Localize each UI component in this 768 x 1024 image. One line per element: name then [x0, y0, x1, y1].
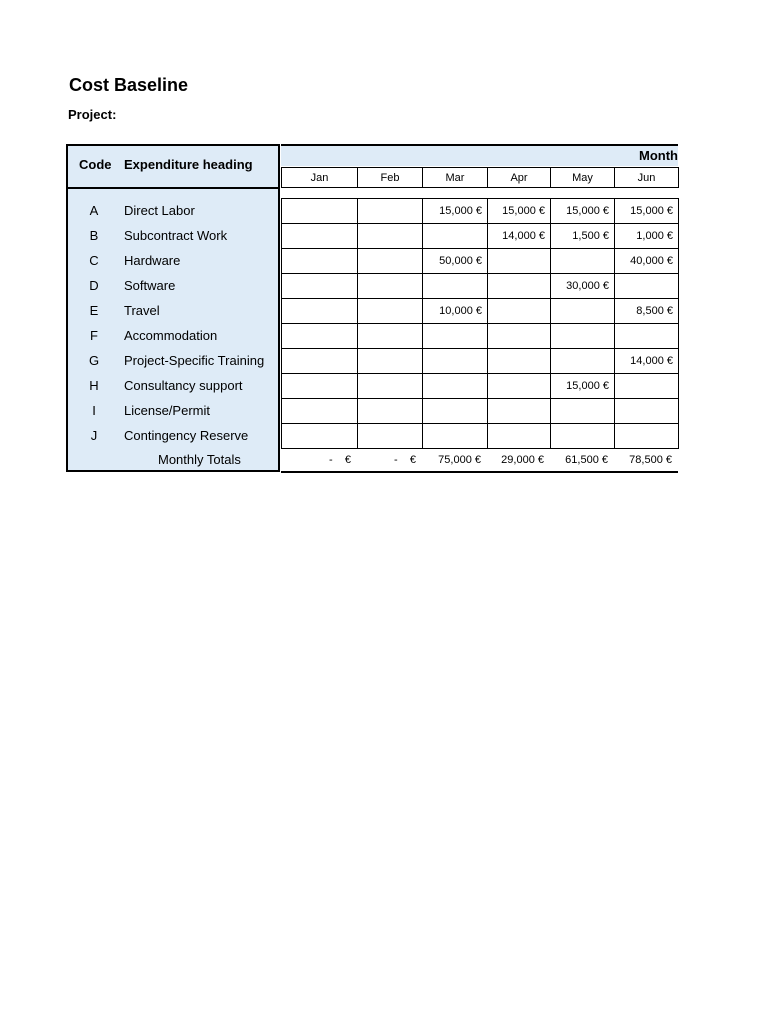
cost-cell — [357, 398, 423, 424]
month-header-jan: Jan — [281, 167, 358, 188]
cost-cell — [550, 248, 615, 274]
cost-cell: 15,000 € — [422, 198, 488, 224]
cost-cell: 50,000 € — [422, 248, 488, 274]
cost-cell: 30,000 € — [550, 273, 615, 299]
monthly-total: - € — [328, 454, 351, 466]
row-label: Project-Specific Training — [124, 353, 265, 368]
month-banner — [281, 144, 678, 166]
cost-cell — [281, 198, 358, 224]
row-code: J — [90, 428, 98, 443]
cost-cell — [422, 423, 488, 449]
monthly-total: 75,000 € — [438, 454, 481, 466]
cost-cell — [487, 273, 551, 299]
row-label: Accommodation — [124, 328, 218, 343]
header-divider — [66, 187, 280, 189]
cost-cell — [487, 298, 551, 324]
cost-cell — [281, 398, 358, 424]
cost-cell — [614, 323, 679, 349]
cost-cell — [487, 323, 551, 349]
cost-cell — [281, 248, 358, 274]
cost-cell: 10,000 € — [422, 298, 488, 324]
cost-cell — [422, 373, 488, 399]
month-header-jun: Jun — [614, 167, 679, 188]
row-label: Subcontract Work — [124, 228, 228, 243]
cost-cell — [422, 398, 488, 424]
cost-cell: 14,000 € — [614, 348, 679, 374]
cost-cell — [281, 298, 358, 324]
cost-cell — [487, 423, 551, 449]
cost-cell: 15,000 € — [487, 198, 551, 224]
row-label: Consultancy support — [124, 378, 243, 393]
cost-cell — [614, 373, 679, 399]
monthly-total: - € — [393, 454, 416, 466]
row-label: Direct Labor — [124, 203, 195, 218]
cost-cell — [550, 298, 615, 324]
row-code: D — [89, 278, 99, 293]
cost-cell — [550, 348, 615, 374]
page-title: Cost Baseline — [69, 75, 189, 95]
cost-cell — [422, 323, 488, 349]
cost-cell: 15,000 € — [550, 198, 615, 224]
cost-cell — [281, 348, 358, 374]
cost-cell — [550, 423, 615, 449]
cost-cell — [550, 323, 615, 349]
cost-cell: 1,500 € — [550, 223, 615, 249]
cost-cell — [357, 223, 423, 249]
row-code: I — [92, 403, 96, 418]
cost-cell — [614, 423, 679, 449]
month-header-feb: Feb — [357, 167, 423, 188]
month-banner-label: Month — [639, 148, 678, 163]
cost-cell — [357, 198, 423, 224]
cost-cell — [281, 373, 358, 399]
totals-bottom-border — [281, 471, 678, 473]
row-code: E — [89, 303, 99, 318]
code-header: Code — [79, 157, 112, 172]
cost-cell — [487, 348, 551, 374]
cost-cell — [487, 398, 551, 424]
cost-cell: 15,000 € — [614, 198, 679, 224]
monthly-total: 29,000 € — [501, 454, 544, 466]
row-code: C — [89, 253, 99, 268]
cost-cell — [281, 223, 358, 249]
month-header-may: May — [550, 167, 615, 188]
cost-cell — [357, 298, 423, 324]
cost-cell — [357, 423, 423, 449]
cost-cell: 15,000 € — [550, 373, 615, 399]
cost-cell: 14,000 € — [487, 223, 551, 249]
row-label: Contingency Reserve — [124, 428, 249, 443]
cost-cell — [357, 323, 423, 349]
cost-cell — [614, 398, 679, 424]
month-header-apr: Apr — [487, 167, 551, 188]
cost-cell — [357, 248, 423, 274]
monthly-total: 78,500 € — [629, 454, 672, 466]
row-code: H — [89, 378, 99, 393]
cost-cell — [357, 348, 423, 374]
row-code: A — [89, 203, 99, 218]
cost-cell: 8,500 € — [614, 298, 679, 324]
row-code: B — [89, 228, 99, 243]
totals-label: Monthly Totals — [158, 452, 241, 467]
row-label: License/Permit — [124, 403, 210, 418]
cost-cell — [281, 423, 358, 449]
cost-cell — [281, 323, 358, 349]
row-code: G — [88, 353, 100, 368]
cost-cell — [487, 373, 551, 399]
cost-cell — [357, 273, 423, 299]
cost-cell: 1,000 € — [614, 223, 679, 249]
cost-cell — [357, 373, 423, 399]
project-label: Project: — [68, 107, 117, 122]
cost-cell — [422, 273, 488, 299]
cost-cell: 40,000 € — [614, 248, 679, 274]
cost-cell — [487, 248, 551, 274]
cost-cell — [422, 348, 488, 374]
cost-cell — [550, 398, 615, 424]
month-header-mar: Mar — [422, 167, 488, 188]
expenditure-header: Expenditure heading — [124, 157, 253, 172]
row-label: Travel — [124, 303, 160, 318]
row-label: Hardware — [124, 253, 181, 268]
cost-cell — [422, 223, 488, 249]
row-code: F — [90, 328, 98, 343]
row-label: Software — [124, 278, 176, 293]
monthly-total: 61,500 € — [565, 454, 608, 466]
cost-cell — [281, 273, 358, 299]
cost-cell — [614, 273, 679, 299]
